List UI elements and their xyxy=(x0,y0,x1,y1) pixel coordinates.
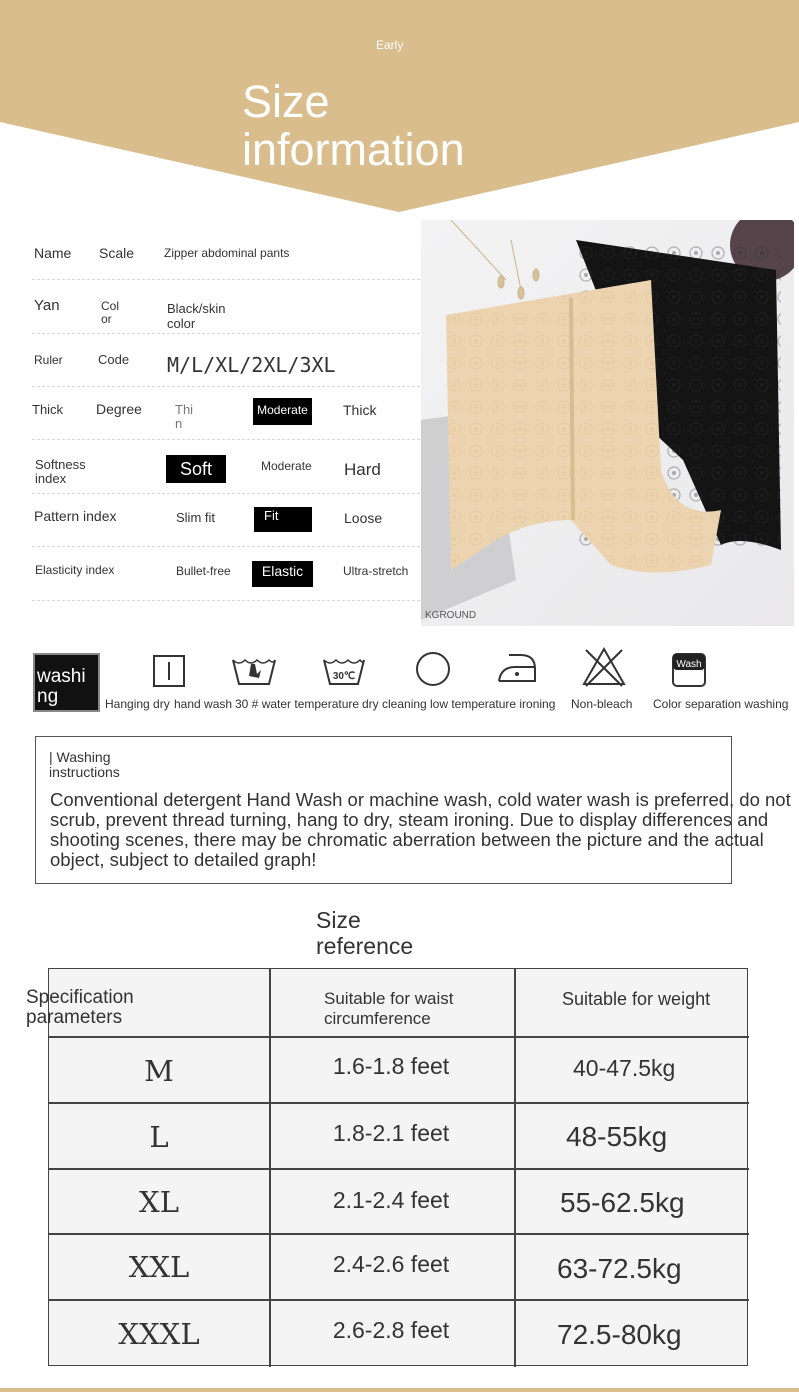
title-line-2: information xyxy=(242,124,465,175)
weight-xxl: 63-72.5kg xyxy=(557,1253,682,1284)
size-xxl: XXL xyxy=(128,1250,190,1284)
name-value: Zipper abdominal pants xyxy=(164,246,290,260)
pattern-fit-selected: Fit xyxy=(254,507,312,532)
table-divider xyxy=(49,1102,749,1104)
thickness-thick: Thick xyxy=(343,402,377,418)
ironing-icon xyxy=(495,649,539,685)
washing-instructions-box xyxy=(35,736,791,884)
weight-xl: 55-62.5kg xyxy=(560,1187,685,1218)
header-spec: Specification parameters xyxy=(26,987,134,1028)
table-divider xyxy=(49,1036,749,1038)
elasticity-ultra-stretch: Ultra-stretch xyxy=(343,564,409,578)
size-l: L xyxy=(149,1120,169,1154)
thickness-thin: Thi n xyxy=(175,402,194,431)
table-divider xyxy=(49,1168,749,1170)
dry-cleaning-label: dry cleaning xyxy=(362,697,427,711)
name-label-2: Scale xyxy=(99,245,135,261)
size-xxxl: XXXL xyxy=(118,1317,200,1351)
header-banner xyxy=(0,0,799,215)
size-code-label-2: Code xyxy=(98,352,130,367)
waist-m: 1.6-1.8 feet xyxy=(332,1053,450,1079)
weight-xxxl: 72.5-80kg xyxy=(557,1319,682,1350)
softness-hard: Hard xyxy=(344,460,381,479)
non-bleach-icon xyxy=(582,646,626,688)
hanging-dry-label: Hanging dry xyxy=(105,697,170,711)
color-separation-label: Color separation washing xyxy=(653,697,789,711)
non-bleach-label: Non-bleach xyxy=(571,697,633,711)
pattern-slim: Slim fit xyxy=(176,510,215,525)
elasticity-label: Elasticity index xyxy=(35,563,115,577)
washing-badge: washi ng xyxy=(33,653,100,712)
ironing-label: low temperature ironing xyxy=(430,697,556,711)
waist-l: 1.8-2.1 feet xyxy=(332,1120,450,1146)
elasticity-bullet-free: Bullet-free xyxy=(176,564,231,578)
svg-text:30℃: 30℃ xyxy=(332,671,356,682)
size-code-label: Ruler xyxy=(34,353,63,367)
water-temperature-label: 30 # water temperature xyxy=(235,697,360,711)
waist-xl: 2.1-2.4 feet xyxy=(332,1187,450,1213)
name-label: Name xyxy=(34,245,72,261)
header-weight: Suitable for weight xyxy=(562,989,711,1009)
color-separation-icon xyxy=(671,652,707,688)
waist-xxl: 2.4-2.6 feet xyxy=(332,1251,450,1277)
title-line-1: Size xyxy=(242,76,330,127)
color-label: Yan xyxy=(34,297,60,314)
size-reference-title: Size reference xyxy=(316,907,414,959)
product-photo xyxy=(421,220,794,626)
softness-moderate: Moderate xyxy=(261,459,312,473)
pattern-loose: Loose xyxy=(344,510,383,526)
banner-small-text: Early xyxy=(376,38,404,52)
color-value: Black/skin color xyxy=(167,301,226,331)
product-illustration xyxy=(421,220,794,626)
hand-wash-icon xyxy=(231,652,277,686)
thickness-moderate-selected: Moderate xyxy=(253,398,312,425)
size-code-value: M/L/XL/2XL/3XL xyxy=(167,353,336,377)
svg-text:KGROUND: KGROUND xyxy=(425,610,477,621)
thickness-label: Thick xyxy=(32,402,64,417)
pattern-label: Pattern index xyxy=(34,508,117,524)
instructions-title: | Washing instructions xyxy=(49,749,120,780)
size-m: M xyxy=(144,1054,174,1088)
header-waist: Suitable for waist circumference xyxy=(324,989,454,1028)
weight-m: 40-47.5kg xyxy=(573,1055,676,1081)
hand-wash-label: hand wash xyxy=(174,697,233,711)
thickness-label-2: Degree xyxy=(96,401,142,417)
hanging-dry-icon xyxy=(152,654,186,688)
weight-l: 48-55kg xyxy=(566,1121,668,1152)
svg-text:Wash: Wash xyxy=(676,659,702,670)
softness-label: Softness index xyxy=(35,457,86,486)
water-temperature-icon xyxy=(322,654,366,686)
page-title xyxy=(242,78,465,174)
table-divider xyxy=(49,1233,749,1235)
dry-cleaning-icon xyxy=(414,650,452,688)
waist-xxxl: 2.6-2.8 feet xyxy=(332,1317,450,1343)
elasticity-elastic-selected: Elastic xyxy=(252,561,313,587)
color-label-2: Col or xyxy=(101,299,120,326)
bottom-accent xyxy=(0,1388,799,1392)
size-xl: XL xyxy=(139,1185,179,1219)
instructions-body: Conventional detergent Hand Wash or machine wash, cold water wash is preferred, do not scrub, prevent thread turning, hang to dry, steam ironing. Due to display differences and shooting scenes, there may be chromatic aberration between the picture and the actual object, subject to detailed graph! xyxy=(50,789,791,870)
table-divider xyxy=(49,1299,749,1301)
softness-soft-selected: Soft xyxy=(166,455,226,483)
